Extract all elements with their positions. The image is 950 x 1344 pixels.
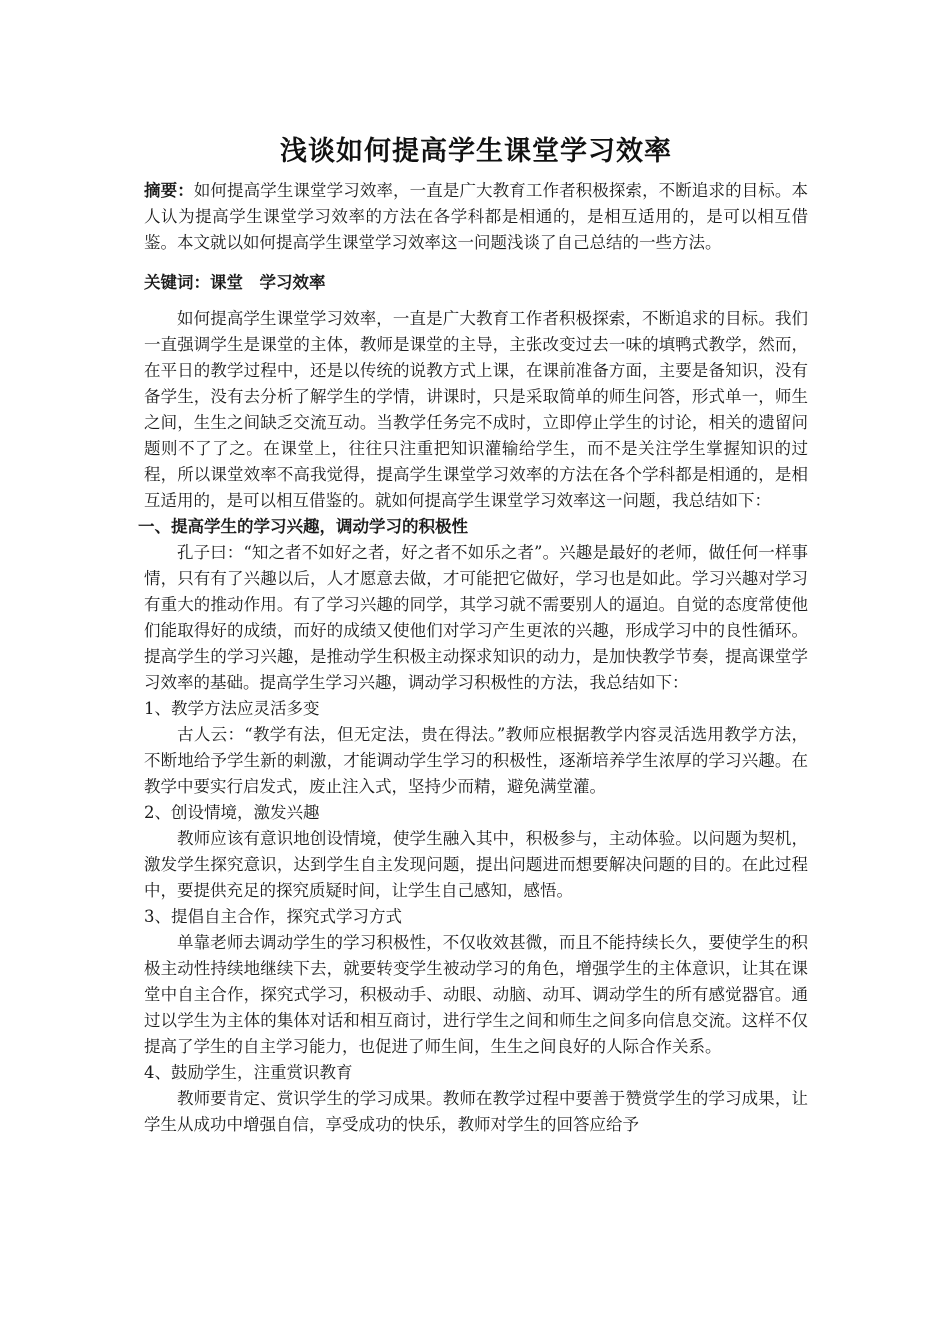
abstract (144, 178, 808, 256)
subsection-2-paragraph: 教师应该有意识地创设情境，使学生融入其中，积极参与，主动体验。以问题为契机，激发学生探究意识，达到学生自主发现问题，提出问题进而想要解决问题的目的。在此过程中，要提供充足的探究质疑时间，让学生自己感知，感悟。 (144, 829, 808, 900)
subsection-1-paragraph: 古人云：“教学有法，但无定法，贵在得法。”教师应根据教学内容灵活选用教学方法，不断地给予学生新的刺激，才能调动学生学习的积极性，逐渐培养学生浓厚的学习兴趣。在教学中要实行启发式，废止注入式，坚持少而精，避免满堂灌。 (144, 725, 808, 796)
subsection-2-heading: 2、创设情境，激发兴趣 (144, 803, 320, 822)
document-page (138, 134, 809, 1138)
section-1-paragraph: 孔子曰：“知之者不如好之者，好之者不如乐之者”。兴趣是最好的老师，做任何一样事情，只有有了兴趣以后，人才愿意去做，才可能把它做好，学习也是如此。学习兴趣对学习有重大的推动作用。有了学习兴趣的同学，其学习就不需要别人的逼迫。自觉的态度常使他们能取得好的成绩，而好的成绩又使他们对学习产生更浓的兴趣，形成学习中的良性循环。提高学生的学习兴趣，是推动学生积极主动探求知识的动力，是加快教学节奏，提高课堂学习效率的基础。提高学生学习兴趣，调动学习积极性的方法，我总结如下： (144, 543, 808, 692)
intro-paragraph: 如何提高学生课堂学习效率，一直是广大教育工作者积极探索，不断追求的目标。我们一直强调学生是课堂的主体，教师是课堂的主导，主张改变过去一味的填鸭式教学，然而，在平日的教学过程中，还是以传统的说教方式上课，在课前准备方面，主要是备知识，没有备学生，没有去分析了解学生的学情，讲课时，只是采取简单的师生问答，形式单一，师生之间，生生之间缺乏交流互动。当教学任务完不成时，立即停止学生的讨论，相关的遗留问题则不了了之。在课堂上，往往只注重把知识灌输给学生，而不是关注学生掌握知识的过程，所以课堂效率不高我觉得，提高学生课堂学习效率的方法在各个学科都是相通的，是相互适用的，是可以相互借鉴的。就如何提高学生课堂学习效率这一问题，我总结如下： (144, 309, 808, 510)
keywords-label: 关键词： (144, 273, 210, 292)
keyword-2: 学习效率 (259, 273, 326, 292)
subsection-4-paragraph: 教师要肯定、赏识学生的学习成果。教师在教学过程中要善于赞赏学生的学习成果，让学生从成功中增强自信，享受成功的快乐，教师对学生的回答应给予 (144, 1089, 808, 1134)
document-title: 浅谈如何提高学生课堂学习效率 (280, 136, 672, 167)
abstract-text: 如何提高学生课堂学习效率，一直是广大教育工作者积极探索，不断追求的目标。本人认为提高学生课堂学习效率的方法在各学科都是相通的，是相互适用的，是可以相互借鉴。本文就以如何提高学生课堂学习效率这一问题浅谈了自己总结的一些方法。 (144, 181, 809, 252)
abstract-label: 摘要： (144, 181, 194, 200)
subsection-3-paragraph: 单靠老师去调动学生的学习积极性，不仅收效甚微，而且不能持续长久，要使学生的积极主动性持续地继续下去，就要转变学生被动学习的角色，增强学生的主体意识，让其在课堂中自主合作，探究式学习，积极动手、动眼、动脑、动耳、调动学生的所有感觉器官。通过以学生为主体的集体对话和相互商讨，进行学生之间和师生之间多向信息交流。这样不仅提高了学生的自主学习能力，也促进了师生间，生生之间良好的人际合作关系。 (144, 933, 808, 1056)
keyword-1: 课堂 (210, 273, 243, 292)
subsection-4-heading: 4、鼓励学生，注重赏识教育 (144, 1063, 353, 1082)
keywords (144, 270, 808, 296)
section-1-heading: 一、提高学生的学习兴趣，调动学习的积极性 (138, 517, 468, 536)
subsection-3-heading: 3、提倡自主合作，探究式学习方式 (144, 907, 402, 926)
subsection-1-heading: 1、教学方法应灵活多变 (144, 699, 320, 718)
